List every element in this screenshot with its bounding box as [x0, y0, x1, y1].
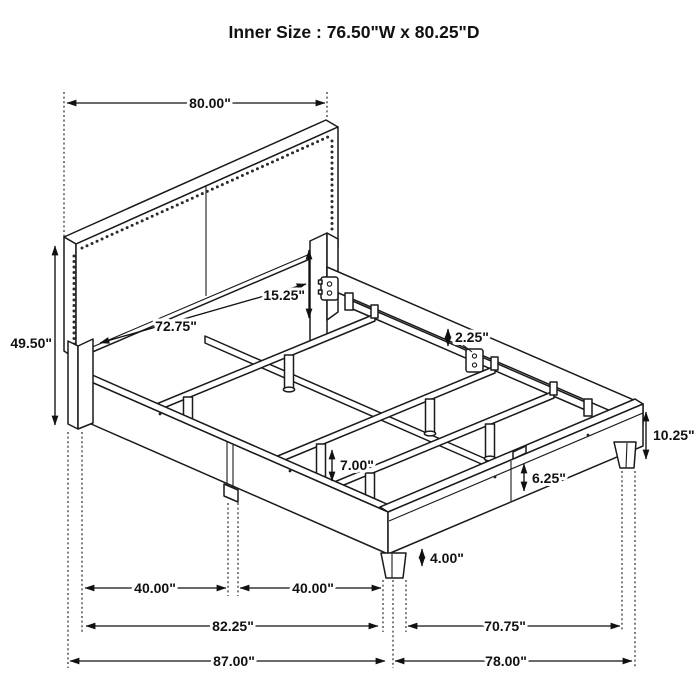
dimension-overall-length — [70, 653, 385, 669]
dimension-headboard-height — [10, 246, 55, 425]
dimension-corner-leg-height — [422, 549, 464, 566]
slat-leg — [486, 424, 495, 457]
dimension-leg-span-back — [240, 580, 381, 596]
far-corner-leg — [614, 442, 636, 468]
dim-label: 78.00" — [485, 653, 527, 669]
far-rail-band — [327, 267, 643, 425]
bolt-dot-icon — [587, 434, 590, 437]
slat-end-tab — [491, 357, 498, 370]
headboard-front-panel — [76, 127, 338, 359]
dim-label: 72.75" — [155, 318, 197, 334]
bracket-hook — [319, 280, 323, 284]
slat-leg — [317, 444, 326, 477]
left-leg-front — [78, 339, 93, 429]
dim-label: 82.25" — [212, 618, 254, 634]
dimension-headboard-width — [67, 95, 325, 111]
diagram-title: Inner Size : 76.50"W x 80.25"D — [228, 22, 480, 42]
dim-label: 87.00" — [213, 653, 255, 669]
slat-leg — [285, 355, 294, 388]
dimension-leg-span-front — [85, 580, 226, 596]
rail-hook-bracket — [319, 277, 339, 300]
dim-label: 49.50" — [10, 335, 52, 351]
dim-label: 2.25" — [455, 329, 489, 345]
slat-leg — [426, 399, 435, 432]
headboard-left-leg — [68, 339, 93, 429]
left-leg-side — [68, 341, 78, 429]
dimension-frame-length-inner — [86, 618, 378, 634]
dimension-overall-width — [395, 653, 632, 669]
ledge-rail-head-tab — [345, 293, 353, 310]
far-side-rail — [327, 267, 643, 425]
dimension-frame-height — [646, 412, 695, 459]
ledge-rail-end-tab — [584, 399, 592, 416]
dim-label: 40.00" — [292, 580, 334, 596]
dim-label: 15.25" — [263, 287, 305, 303]
dim-label: 4.00" — [430, 550, 464, 566]
headboard — [64, 120, 338, 359]
dimension-rail-length — [408, 618, 620, 634]
dim-label: 10.25" — [653, 427, 695, 443]
slat-end-tab — [550, 382, 557, 395]
dim-label: 70.75" — [484, 618, 526, 634]
bolt-dot-icon — [289, 470, 292, 473]
dim-label: 80.00" — [189, 95, 231, 111]
slat-end-tab — [371, 305, 378, 318]
slat-leg-foot — [283, 387, 294, 392]
bolt-dot-icon — [494, 476, 497, 479]
near-rail-top-face — [82, 374, 396, 512]
dim-label: 40.00" — [134, 580, 176, 596]
bolt-dot-icon — [159, 413, 162, 416]
bracket-hook — [319, 290, 323, 294]
center-rail-bracket — [466, 349, 483, 372]
dim-label: 6.25" — [532, 470, 566, 486]
near-corner-leg — [381, 553, 406, 578]
dim-label: 7.00" — [340, 457, 374, 473]
bracket-plate — [321, 277, 338, 300]
slat-leg-foot — [424, 431, 435, 436]
foot-rail — [380, 399, 643, 554]
